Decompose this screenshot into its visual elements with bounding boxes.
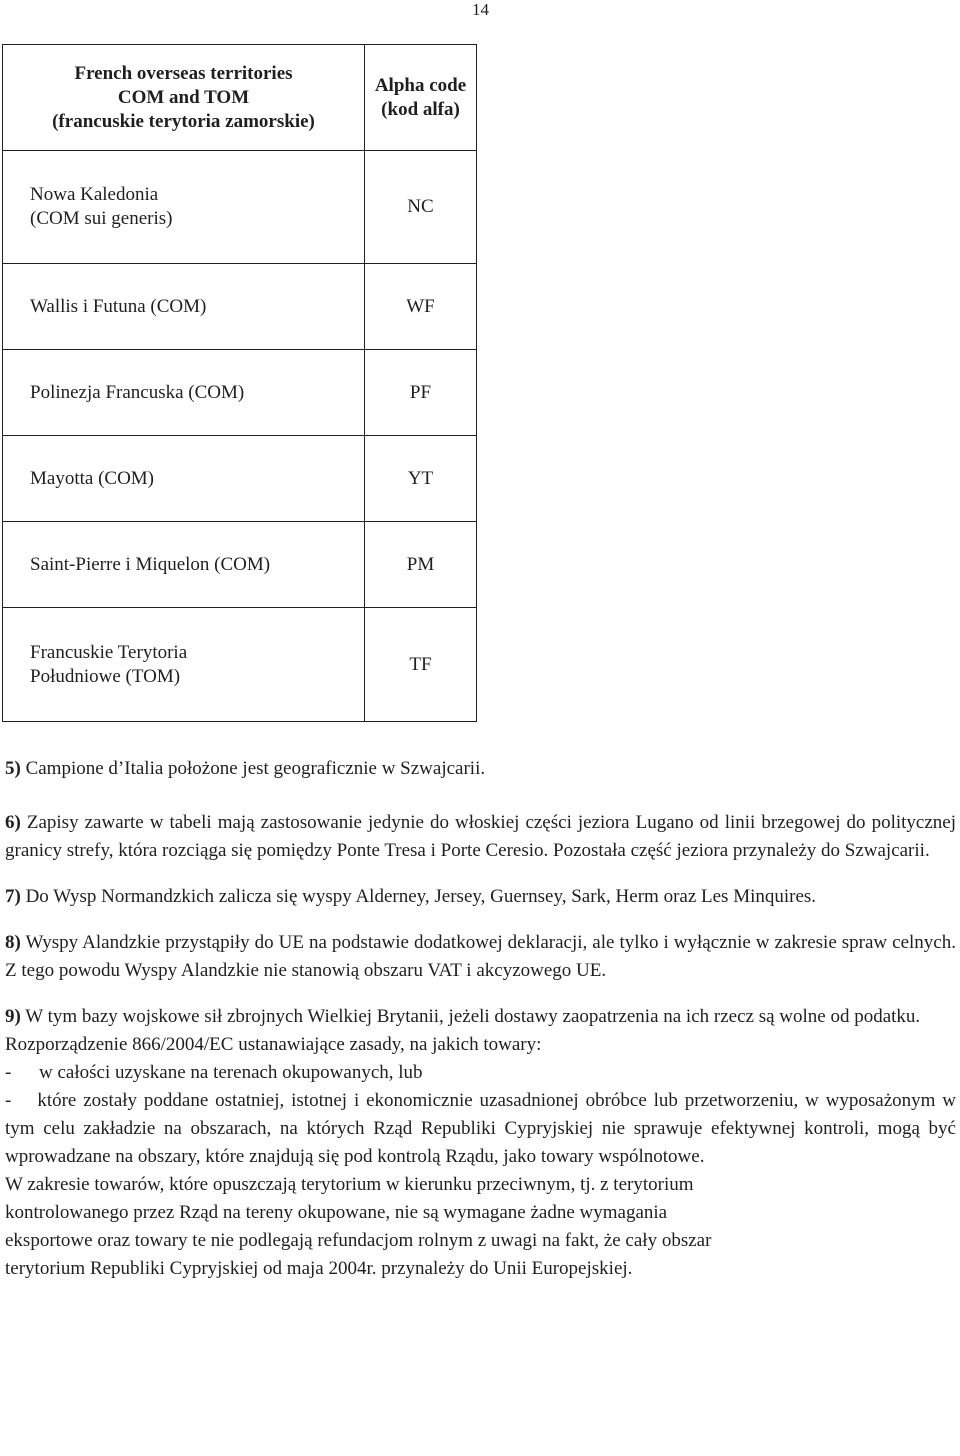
header-code-line: (kod alfa) [381, 98, 460, 120]
footnote-9 [5, 1003, 956, 1031]
territory-name [3, 608, 365, 722]
header-territory-line: French overseas territories [74, 62, 293, 84]
territory-name-line: Francuskie Terytoria [30, 641, 188, 663]
territory-code: YT [365, 436, 477, 522]
territory-name: Wallis i Futuna (COM) [3, 264, 365, 350]
table-header-row [3, 45, 477, 151]
header-territory-line: COM and TOM [117, 86, 250, 108]
bullet-text: w całości uzyskane na terenach okupowanych, lub [39, 1062, 423, 1083]
territory-code: NC [365, 151, 477, 264]
footnote-text: W tym bazy wojskowe sił zbrojnych Wielkiej Brytanii, jeżeli dostawy zaopatrzenia na ich rzecz są wolne od podatku. [20, 1006, 921, 1027]
territory-name: Saint-Pierre i Miquelon (COM) [3, 522, 365, 608]
header-code-line: Alpha code [374, 74, 467, 96]
territory-code: WF [365, 264, 477, 350]
territories-table [2, 44, 477, 722]
territory-code: TF [365, 608, 477, 722]
territory-name [3, 151, 365, 264]
footnote-text: Do Wysp Normandzkich zalicza się wyspy Alderney, Jersey, Guernsey, Sark, Herm oraz Les Minquires. [20, 886, 817, 907]
table-row [3, 350, 477, 436]
header-territory [3, 45, 365, 151]
territory-code: PM [365, 522, 477, 608]
territory-name: Mayotta (COM) [3, 436, 365, 522]
footnote-6 [5, 809, 956, 865]
footnotes [5, 755, 956, 1283]
footnote-number: 9) [5, 1006, 21, 1027]
territory-name-line: (COM sui generis) [30, 208, 173, 229]
table-row [3, 522, 477, 608]
header-alpha-code [365, 45, 477, 151]
final-paragraph-line: W zakresie towarów, które opuszczają terytorium w kierunku przeciwnym, tj. z terytorium [5, 1174, 694, 1195]
footnote-number: 5) [5, 758, 21, 779]
final-paragraph-line: kontrolowanego przez Rząd na tereny okupowane, nie są wymagane żadne wymagania [5, 1202, 668, 1223]
bullet-dash: - [5, 1090, 12, 1111]
final-paragraph-line: eksportowe oraz towary te nie podlegają refundacjom rolnym z uwagi na fakt, że cały obszar [5, 1230, 712, 1251]
footnote-7 [5, 883, 956, 911]
footnote-5 [5, 755, 956, 783]
footnote-number: 8) [5, 932, 21, 953]
footnote-8 [5, 929, 956, 985]
final-paragraph-line: terytorium Republiki Cypryjskiej od maja 2004r. przynależy do Unii Europejskiej. [5, 1258, 633, 1279]
footnote-text: Zapisy zawarte w tabeli mają zastosowanie jedynie do włoskiej części jeziora Lugano od linii brzegowej do politycznej granicy strefy, która rozciąga się pomiędzy Ponte Tresa i Porte Ceresio. Pozostała część jeziora przynależy do Szwajcarii. [5, 812, 956, 861]
table-row [3, 436, 477, 522]
table-row [3, 608, 477, 722]
regulation-intro: Rozporządzenie 866/2004/EC ustanawiające zasady, na jakich towary: [5, 1034, 542, 1055]
page-number: 14 [472, 0, 489, 19]
table-row [3, 264, 477, 350]
footnote-text: Wyspy Alandzkie przystąpiły do UE na podstawie dodatkowej deklaracji, ale tylko i wyłącznie w zakresie spraw celnych. Z tego powodu Wyspy Alandzkie nie stanowią obszaru VAT i akcyzowego UE. [5, 932, 956, 981]
territory-code: PF [365, 350, 477, 436]
regulation-bullet-long [5, 1087, 956, 1171]
table-row [3, 151, 477, 264]
regulation-bullet [5, 1059, 956, 1087]
footnote-number: 6) [5, 812, 21, 833]
bullet-text: które zostały poddane ostatniej, istotnej i ekonomicznie uzasadnionej obróbce lub przetworzeniu, w wyposażonym w tym celu zakładzie na obszarach, na których Rząd Republiki Cypryjskiej nie sprawuje efektywnej kontroli, mogą być wprowadzane na obszary, które znajdują się pod kontrolą Rządu, jako towary wspólnotowe. [5, 1090, 956, 1167]
territory-name-line: Południowe (TOM) [30, 665, 181, 687]
territory-name-line: Nowa Kaledonia [30, 184, 159, 205]
footnote-number: 7) [5, 886, 21, 907]
header-territory-line: (francuskie terytoria zamorskie) [52, 110, 315, 132]
territory-name: Polinezja Francuska (COM) [3, 350, 365, 436]
bullet-dash: - [5, 1062, 12, 1083]
footnote-text: Campione d’Italia położone jest geograficznie w Szwajcarii. [20, 758, 486, 779]
